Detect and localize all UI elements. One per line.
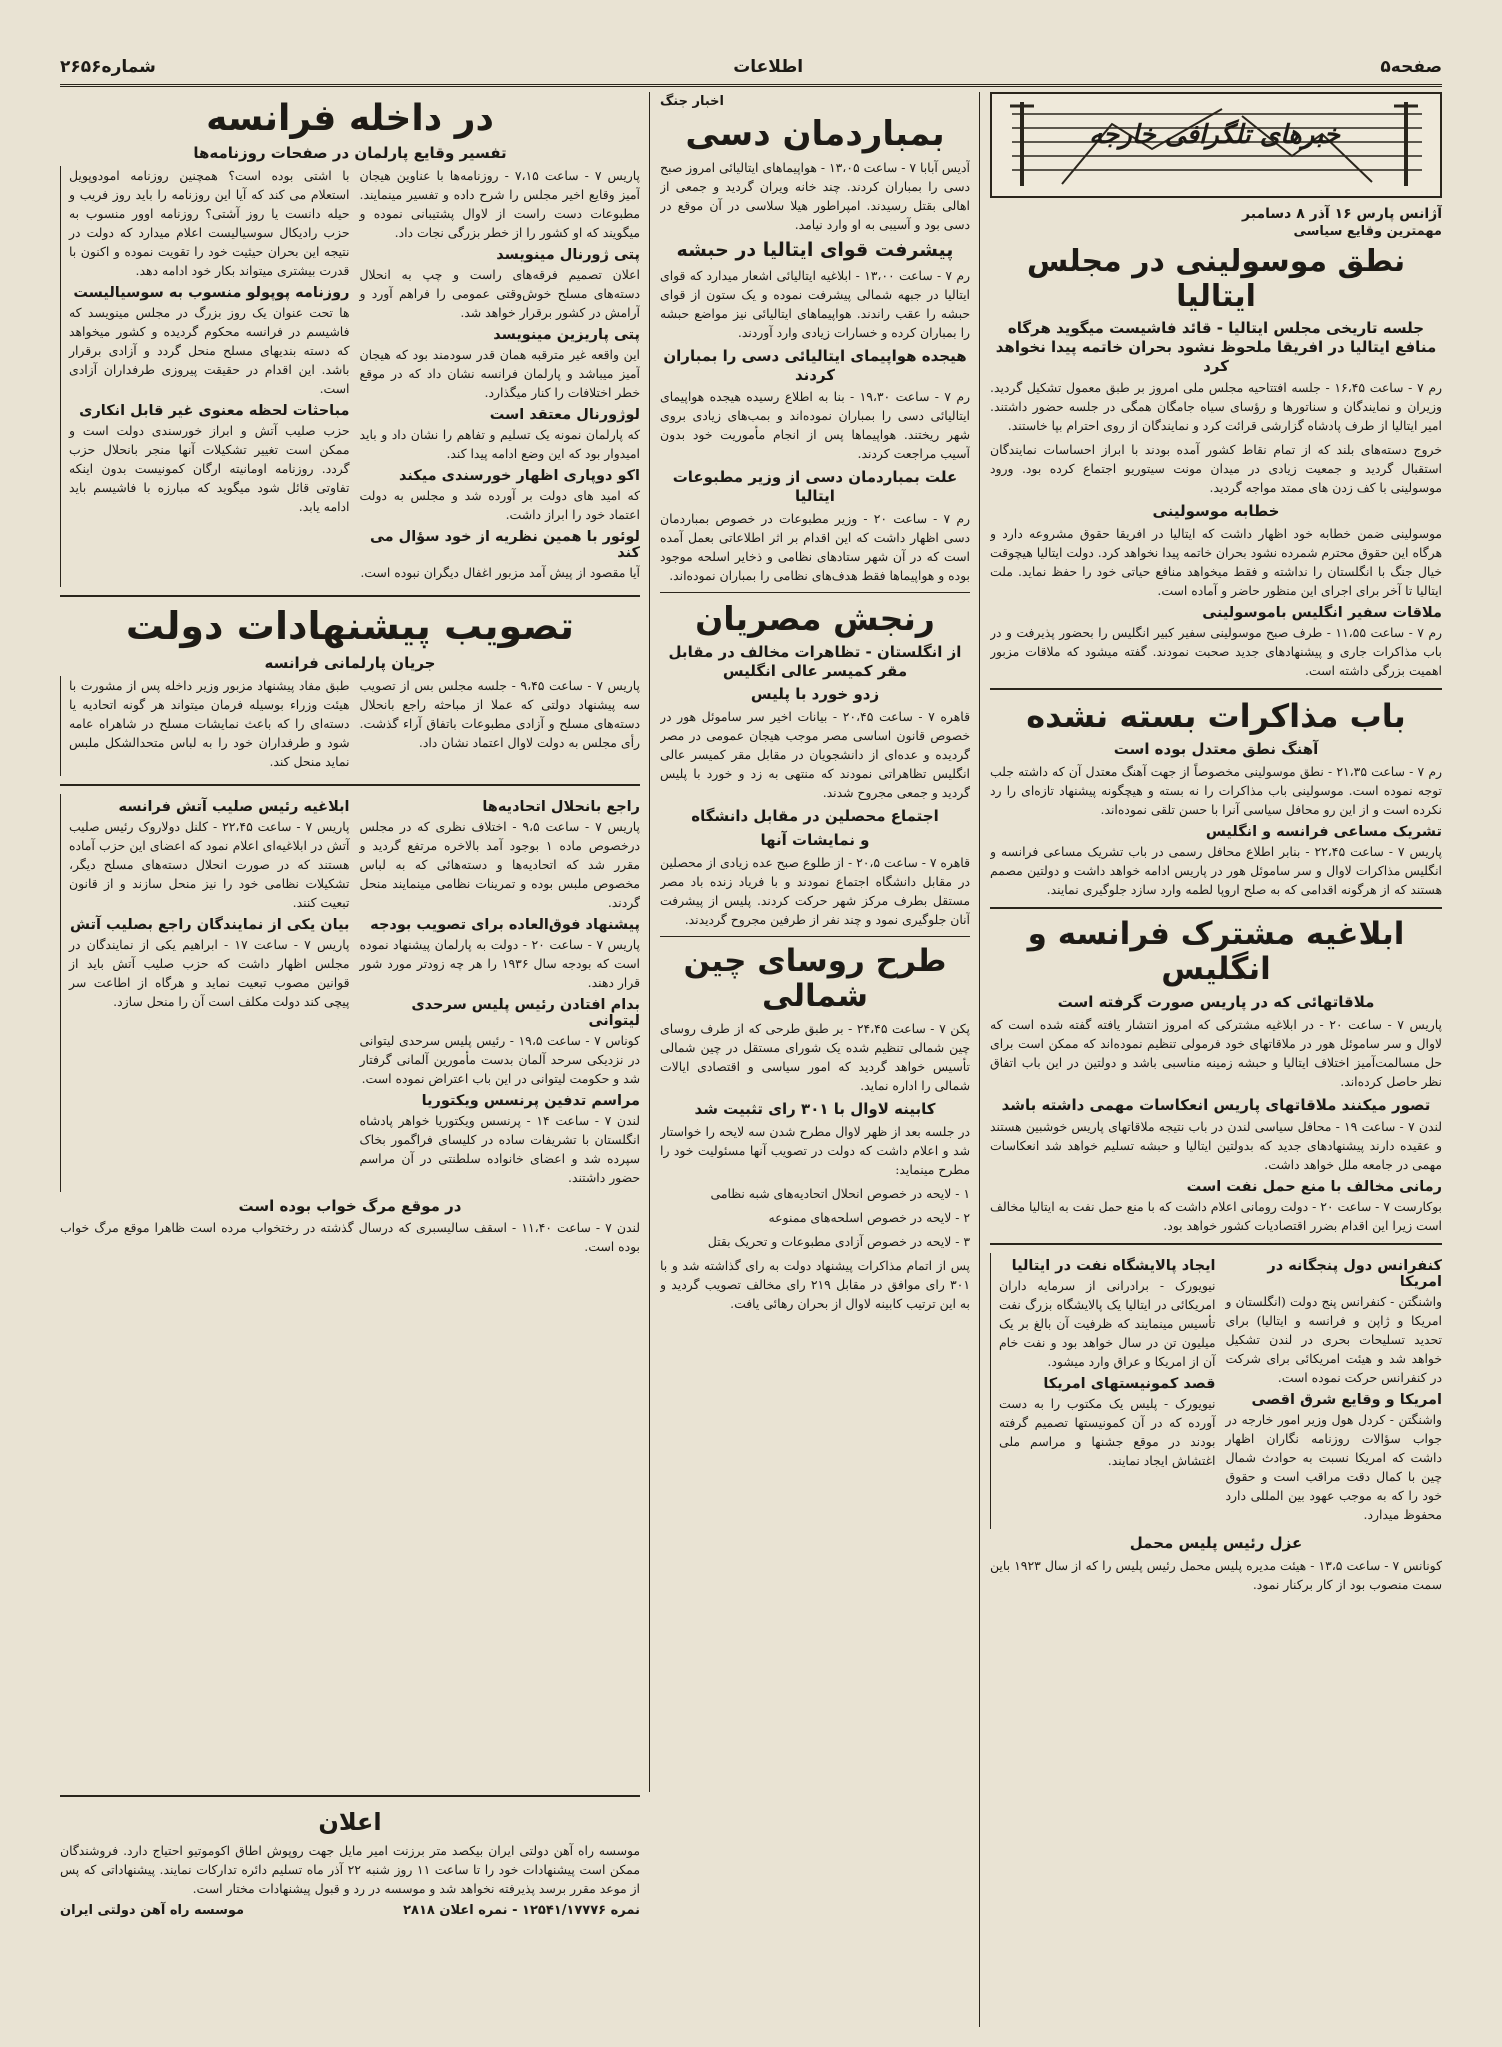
headline: علت بمباردمان دسی از وزیر مطبوعات ایتالیا bbox=[672, 468, 958, 506]
advertisement bbox=[60, 1795, 640, 1987]
headline: در داخله فرانسه bbox=[206, 98, 494, 139]
divider bbox=[660, 936, 970, 937]
paragraph: واشنگتن - کنفرانس پنج دولت (انگلستان و امریکا و ژاپن و فرانسه و ایتالیا) برای تحدید تسلیحات بحری در لندن تشکیل خواهد شد و هیئت امریکائی برای شرکت در کنفرانس حرکت نموده است. bbox=[1225, 1294, 1442, 1386]
two-column-block bbox=[60, 676, 640, 776]
headline: باب مذاکرات بسته نشده bbox=[1026, 697, 1406, 735]
subhead: کنفرانس دول پنجگانه در امریکا bbox=[1267, 1258, 1442, 1291]
paragraph: کونانس ۷ - ساعت ۱۳،۵ - هیئت مدیره پلیس محمل رئیس پلیس را که از سال ۱۹۲۳ باین سمت منصوب بود از کار برکنار نمود. bbox=[990, 1558, 1442, 1593]
subhead: رمانی مخالف با منع حمل نفت است bbox=[1186, 1179, 1442, 1196]
deck: ملاقاتهائی که در پاریس صورت گرفته است bbox=[1057, 992, 1375, 1011]
war-news-column bbox=[660, 92, 970, 2027]
subhead: پتی ژورنال مینویسد bbox=[496, 247, 640, 264]
paper-name: اطلاعات bbox=[733, 57, 804, 77]
paragraph: آدیس آبابا ۷ - ساعت ۱۳،۰۵ - هواپیماهای ایتالیائی امروز صبح دسی را بمباران کردند. چند خانه ویران گردید و جمعی از اهالی بقتل رسیدند. امپراطور هیلا سلاسی در آن موقع در دسی بود و آسیبی به او وارد نیامد. bbox=[660, 160, 970, 233]
paragraph: پاریس ۷ - ساعت ۲۰ - در ابلاغیه مشترکی که امروز انتشار یافته گفته شده است که لاوال و سر ساموئل هور در ملاقاتهای خود فرمولی تنظیم نموده‌اند که ممکن است برای حل مسالمت‌آمیز اختلاف ایتالیا و حبشه زمینه مناسبی باشد و دولتین در این باب اتفاق نظر حاصل کرده‌اند. bbox=[990, 1016, 1442, 1089]
subhead: لوئور با همین نظریه از خود سؤال می کند bbox=[369, 529, 640, 562]
paragraph: رم ۷ - ساعت ۱۶،۴۵ - جلسه افتتاحیه مجلس ملی امروز بر طبق معمول تشکیل گردید. وزیران و نمایندگان و سناتورها و رؤسای سیاه جامگان همگی در جلسه حضور داشتند. امیر ایتالیا از طرف پادشاه گزارشی قرائت کرد و نمایندگان از روی احترام بپا خاستند. bbox=[990, 380, 1442, 434]
section-label: مهمترین وقایع سیاسی bbox=[1293, 224, 1442, 239]
news-brief bbox=[990, 1253, 1216, 1529]
two-column-block bbox=[990, 1253, 1442, 1529]
paragraph: پاریس ۷ - ساعت ۲۲،۴۵ - کلنل دولاروک رئیس صلیب آتش در ابلاغیه‌ای اعلام نمود که اعضای این حزب آماده هستند که در صورت انحلال دسته‌های مسلح دیگر، تشکیلات نظامی خود را نیز منحل سازند و از قانون تبعیت کنند. bbox=[69, 818, 350, 910]
ad-reference: نمره ۱۲۵۴۱/۱۷۷۷۶ - نمره اعلان ۲۸۱۸ bbox=[403, 1902, 640, 1918]
paragraph: رم ۷ - ساعت ۱۳،۰۰ - ابلاغیه ایتالیائی اشعار میدارد که قوای ایتالیا در جبهه شمالی پیشرفت نموده و یک ستون از قوای حبشه را عقب راندند. هواپیماهای ایتالیائی نیز مواضع حبشه را بمباران کرده و خسارات زیادی وارد آوردند. bbox=[660, 267, 970, 340]
paragraph: خروج دسته‌های بلند که از تمام نقاط کشور آمده بودند با ابراز احساسات نمایندگان استقبال گردید و جمعیت زیادی در میدان مونت سیتوریو اجتماع کرده بود. ورود موسولینی با کف زدن های ممتد مواجه گردید. bbox=[990, 442, 1442, 496]
paragraph: آیا مقصود از پیش آمد مزبور اغفال دیگران نبوده است. bbox=[360, 565, 640, 581]
text-column bbox=[360, 676, 641, 776]
paragraph: کوناس ۷ - ساعت ۱۹،۵ - رئیس پلیس سرحدی لیتوانی در نزدیکی سرحد آلمان بدست مأمورین آلمانی گرفتار شد و حکومت لیتوانی در این باب اعتراض نموده است. bbox=[359, 1032, 640, 1086]
domestic-france-column bbox=[60, 92, 640, 1785]
paragraph: پاریس ۷ - ساعت ۷،۱۵ - روزنامه‌ها با عناوین هیجان آمیز وقایع اخیر مجلس را شرح داده و تفسیر مینمایند. مطبوعات دست راست از لاوال پشتیبانی نموده و میگویند که او کشور را از خطر بزرگی نجات داد. bbox=[359, 168, 640, 241]
subhead: اکو دوپاری اظهار خورسندی میکند bbox=[398, 468, 640, 485]
subhead: بیان یکی از نمایندگان راجع بصلیب آتش bbox=[70, 916, 350, 933]
subhead: مباحثات لحظه معنوی غیر قابل انکاری bbox=[79, 403, 350, 420]
paragraph: لندن ۷ - ساعت ۱۹ - محافل سیاسی لندن در باب نتیجه ملاقاتهای پاریس خوشبین هستند و عقیده دارند پیشنهادهای جدید که بدولتین ایتالیا و حبشه تسلیم خواهد شد انعکاسات مهمی در جامعه ملل خواهد داشت. bbox=[990, 1119, 1442, 1173]
paragraph: که پارلمان نمونه یک تسلیم و تفاهم را نشان داد و باید امیدوار بود که این وضع ادامه پیدا کند. bbox=[359, 427, 640, 462]
foreign-news-column bbox=[990, 92, 1442, 1987]
dateline bbox=[990, 206, 1442, 222]
deck: تفسیر وقایع پارلمان در صفحات روزنامه‌ها bbox=[193, 144, 507, 163]
headline: تصویب پیشنهادات دولت bbox=[125, 604, 575, 649]
paragraph: پاریس ۷ - ساعت ۱۷ - ابراهیم یکی از نمایندگان در مجلس اظهار داشت که حزب صلیب آتش باید از قوانین مصوب تبعیت نماید و هرگاه از اطاعت سر پیچی کند دولت مکلف است آن را منحل سازد. bbox=[69, 936, 350, 1009]
paragraph: لندن ۷ - ساعت ۱۱،۴۰ - اسقف سالیسبری که درسال گذشته در رختخواب مرده است ظاهرا موقع مرگ خواب بوده است. bbox=[60, 1220, 640, 1255]
subhead: کابینه لاوال با ۳۰۱ رای تثبیت شد bbox=[694, 1099, 936, 1118]
column-rule bbox=[979, 92, 980, 2027]
subhead: ایجاد پالایشگاه نفت در ایتالیا bbox=[1011, 1258, 1216, 1275]
subhead: امریکا و وقایع شرق اقصی bbox=[1251, 1392, 1442, 1409]
ad-text: موسسه راه آهن دولتی ایران بیکصد متر برزنت امیر مایل جهت روپوش اطاق اکوموتیو احتیاج دارد. فروشندگان ممکن است پیشنهادات خود را تا ساعت ۱۱ روز شنبه ۲۲ آذر ماه تسلیم دائره تدارکات نمایند. پیشنهاداتی که پس از موعد مقرر برسد پذیرفته نخواهد شد و موسسه در رد و قبول پیشنهادات مختار است. bbox=[60, 1842, 640, 1896]
subhead: پتی پاریزین مینویسد bbox=[493, 327, 640, 344]
paragraph: این واقعه غیر مترقبه همان قدر سودمند بود که هیجان آمیز میباشد و پارلمان فرانسه نشان داد که در موقع خطر اختلافات را کنار میگذارد. bbox=[359, 347, 640, 401]
ad-organization: موسسه راه آهن دولتی ایران bbox=[60, 1902, 245, 1918]
paragraph: پاریس ۷ - ساعت ۲۲،۴۵ - بنابر اطلاع محافل رسمی در باب تشریک مساعی فرانسه و انگلیس مذاکرات لاوال و سر ساموئل هور در پاریس ادامه خواهد داشت و دولتین مصمم هستند که از هرگونه اقدامی که به صلح اروپا لطمه وارد سازد جلوگیری نمایند. bbox=[990, 843, 1442, 897]
subhead: ملاقات سفیر انگلیس باموسولینی bbox=[1202, 605, 1442, 621]
paragraph: واشنگتن - کردل هول وزیر امور خارجه در جواب سؤالات روزنامه نگاران اظهار داشت که امریکا نسبت به حوادث شمال چین با کمال دقت مراقب است و حقوق خود را که به موجب عهود بین المللی دارد محفوظ میدارد. bbox=[1225, 1412, 1442, 1523]
page-number: صفحه۵ bbox=[1380, 57, 1442, 77]
subhead: در موقع مرگ خواب بوده است bbox=[238, 1196, 462, 1215]
paragraph: اعلان تصمیم فرقه‌های راست و چپ به انحلال دسته‌های مسلح خوش‌وقتی عمومی را فراهم آورد و آرامش در کشور برقرار خواهد شد. bbox=[359, 267, 640, 321]
paragraph: بوکارست ۷ - ساعت ۲۰ - دولت رومانی اعلام داشت که با منع حمل نفت به ایتالیا مخالف است زیرا این اقدام بضرر اقتصادیات کشور خواهد بود. bbox=[990, 1199, 1442, 1234]
divider bbox=[660, 592, 970, 593]
masthead bbox=[60, 50, 1442, 87]
divider bbox=[990, 907, 1442, 909]
divider bbox=[990, 688, 1442, 690]
paragraph: قاهره ۷ - ساعت ۲۰،۴۵ - بیانات اخیر سر ساموئل هور در خصوص قانون اساسی مصر موجب هیجان عمومی در مصر گردیده و عده‌ای از دانشجویان در مقابل مقر کمیسر عالی انگلیس تظاهراتی نمودند که منتهی به زد و خورد با پلیس گردید و جمعی مجروح شدند. bbox=[660, 709, 970, 801]
subhead: راجع بانحلال اتحادیه‌ها bbox=[482, 798, 640, 815]
paragraph: موسولینی ضمن خطابه خود اظهار داشت که ایتالیا در افریقا حقوق مشروعه دارد و هرگاه این حقوق محترم شمرده نشود بحران خاتمه پیدا نخواهد کرد. دولت ایتالیا هیچوقت خیال جنگ با انگلستان را نداشته و فقط میخواهد منافع حیاتی خود را حفظ نماید. ملت ایتالیا تا آخر برای اجرای این منظور حاضر و آماده است. bbox=[990, 526, 1442, 598]
paragraph: نیویورک - برادرانی از سرمایه داران امریکائی در ایتالیا یک پالایشگاه بزرگ نفت تأسیس مینمایند که ظرفیت آن بالغ بر یک میلیون تن در سال خواهد بود و نفت خام آن از امریکا و عراق وارد میشود. bbox=[999, 1278, 1216, 1370]
two-column-block bbox=[60, 166, 640, 587]
subhead: عزل رئیس پلیس محمل bbox=[1129, 1534, 1303, 1553]
headline: پیشرفت قوای ایتالیا در حبشه bbox=[676, 239, 954, 262]
subhead: مراسم تدفین پرنسس ویکتوریا bbox=[421, 1092, 640, 1109]
subhead: تشریک مساعی فرانسه و انگلیس bbox=[1205, 823, 1442, 840]
ad-title: اعلان bbox=[318, 1808, 382, 1836]
paragraph: که امید های دولت بر آورده شد و مجلس به دولت اعتماد خود را ابراز داشت. bbox=[359, 488, 640, 523]
agency-line: آژانس پارس ۱۶ آذر ۸ دسامبر bbox=[1242, 206, 1442, 222]
divider bbox=[60, 595, 640, 597]
deck: جریان پارلمانی فرانسه bbox=[264, 653, 436, 672]
paragraph: رم ۷ - ساعت ۱۹،۳۰ - بنا به اطلاع رسیده هیجده هواپیمای ایتالیائی دسی را بمباران نموده‌اند و بمب‌های زیادی بروی شهر ریختند. هواپیماها پس از انجام مأموریت خود بدون آسیب مراجعت کردند. bbox=[660, 389, 970, 462]
paragraph: پس از اتمام مذاکرات پیشنهاد دولت به رای گذاشته شد و با ۳۰۱ رای موافق در مقابل ۲۱۹ رای مخالف تصویب گردید و به این ترتیب کابینه لاوال از بحران رهائی یافت. bbox=[660, 1257, 970, 1311]
paragraph: حزب صلیب آتش و ابراز خورسندی دولت است و ممکن است تغییر تشکیلات آنها منجر بانحلال حزب گردد. روزنامه اومانیته ارگان کمونیست بدون اینکه تفاوتی قائل شود میگوید که مبارزه با فاشیسم باید ادامه یابد. bbox=[69, 423, 350, 515]
headline: نطق موسولینی در مجلس ایتالیا bbox=[1026, 244, 1406, 314]
issue-number: شماره۲۶۵۶ bbox=[60, 57, 156, 77]
ad-footer bbox=[60, 1903, 640, 1918]
telegraph-logo bbox=[990, 92, 1442, 198]
text-column bbox=[60, 166, 350, 587]
subhead: ابلاغیه رئیس صلیب آتش فرانسه bbox=[118, 798, 350, 815]
text-column bbox=[360, 794, 641, 1192]
paragraph: در جلسه بعد از ظهر لاوال مطرح شدن سه لایحه را خواستار شد و اعلام داشت که دولت در تصویب آنها مسئولیت خود را مطرح مینماید: bbox=[660, 1123, 970, 1177]
list-item: ۲ - لایحه در خصوص اسلحه‌های ممنوعه bbox=[768, 1209, 970, 1225]
paragraph: رم ۷ - ساعت ۱۱،۵۵ - طرف صبح موسولینی سفیر کبیر انگلیس را بحضور پذیرفت و در باب مذاکرات جاری و پیشنهادهای جدید صحبت نمودند. گفته میشود که ملاقات مزبور اهمیت بزرگی داشته است. bbox=[990, 625, 1442, 678]
text-column bbox=[60, 676, 350, 776]
subhead: تصور میکنند ملاقاتهای پاریس انعکاسات مهمی داشته باشد bbox=[1001, 1095, 1431, 1114]
subhead: روزنامه پوپولو منسوب به سوسیالیست bbox=[73, 285, 350, 302]
text-column bbox=[60, 794, 350, 1192]
section-label: اخبار جنگ bbox=[660, 94, 725, 109]
list-item: ۱ - لایحه در خصوص انحلال اتحادیه‌های شبه نظامی bbox=[710, 1185, 970, 1201]
subhead: زدو خورد با پلیس bbox=[750, 685, 880, 704]
headline: هیجده هواپیمای ایتالیائی دسی را بمباران کردند bbox=[663, 346, 967, 384]
deck: آهنگ نطق معتدل بوده است bbox=[1113, 739, 1319, 758]
headline: ابلاغیه مشترک فرانسه و انگلیس bbox=[1027, 915, 1405, 988]
paragraph: قاهره ۷ - ساعت ۲۰،۵ - از طلوع صبح عده زیادی از محصلین در مقابل دانشگاه اجتماع نمودند و با فریاد زنده باد مصر مستقل بطرف مرکز شهر حرکت کردند. پلیس از پیشرفت آنان جلوگیری نمود و چند نفر از طرفین مجروح گردیدند. bbox=[660, 854, 970, 927]
paragraph: ها تحت عنوان یک روز بزرگ در مجلس مینویسد که فاشیسم در فرانسه محکوم گردیده و کشور میخواهد که دسته بندیهای مسلح منحل گردد و آزادی برقرار باشد. این اقدام در حقیقت پیروزی طرفداران آزادی است. bbox=[69, 305, 350, 397]
deck: جلسه تاریخی مجلس ایتالیا - قائد فاشیست میگوید هرگاه منافع ایتالیا در افریقا ملحوظ نشود بحران خاتمه پیدا نخواهد کرد bbox=[995, 319, 1437, 375]
two-column-block bbox=[60, 794, 640, 1192]
divider bbox=[60, 784, 640, 786]
subhead: لوژورنال معتقد است bbox=[489, 407, 640, 424]
deck: از انگلستان - تظاهرات مخالف در مقابل مقر کمیسر عالی انگلیس bbox=[668, 642, 962, 680]
paragraph: رم ۷ - ساعت ۲۱،۳۵ - نطق موسولینی مخصوصاً از جهت آهنگ معتدل آن که داشته جلب توجه نموده است. موسولینی باب مذاکرات را نه بسته و هیچگونه پیشنهاد تازه‌ای را رد نکرده است و از این رو محافل سیاسی آنرا با حسن تلقی نموده‌اند. bbox=[990, 763, 1442, 817]
headline: رنجش مصریان bbox=[695, 598, 935, 638]
paragraph: طبق مفاد پیشنهاد مزبور وزیر داخله پس از مشورت با هیئت وزراء بوسیله فرمان میتواند هر گونه اتحادیه یا دسته‌ای را که باعث نمایشات مسلح در شاهراه عامه شود و طرفداران خود را به لباس متحدالشکل ملبس نماید منحل کند. bbox=[69, 677, 350, 769]
column-rule bbox=[649, 92, 650, 1792]
paragraph: نیویورک - پلیس یک مکتوب را به دست آورده که در آن کمونیستها تصمیم گرفته بودند در موقع جشنها و مراسم ملی اغتشاش ایجاد نمایند. bbox=[999, 1396, 1216, 1469]
text-column bbox=[360, 166, 641, 587]
subhead: اجتماع محصلین در مقابل دانشگاه bbox=[691, 807, 939, 826]
subhead: و نمایشات آنها bbox=[760, 830, 870, 849]
paragraph: پاریس ۷ - ساعت ۹،۵ - اختلاف نظری که در مجلس درخصوص ماده ۱ بوجود آمد بالاخره مرتفع گردید و مقرر شد که اتحادیه‌ها و دسته‌هائی که به لباس مخصوص ملبس بوده و تمرینات نظامی مینمایند منحل گردند. bbox=[359, 818, 640, 910]
paragraph: با اشتی بوده است؟ همچنین روزنامه امودوپویل استعلام می کند که آیا این روزنامه را باید روز فریب و حیله دانست یا روز آشتی؟ روزنامه اوور منسوب به حزب رادیکال سوسیالیست اعلام میدارد که دولت در نتیجه این بحران حیثیت خود را تقویت نموده و اکنون با قدرت بیشتری میتواند بکار خود ادامه دهد. bbox=[69, 168, 350, 279]
subhead: قصد کمونیستهای امریکا bbox=[1043, 1376, 1216, 1393]
paragraph: پاریس ۷ - ساعت ۲۰ - دولت به پارلمان پیشنهاد نموده است که بودجه سال ۱۹۳۶ را هر چه زودتر مورد شور قرار دهند. bbox=[359, 936, 640, 990]
news-brief bbox=[1226, 1253, 1443, 1529]
divider bbox=[990, 1243, 1442, 1245]
subhead: پیشنهاد فوق‌العاده برای تصویب بودجه bbox=[370, 916, 640, 933]
logo-title: خبرهای تلگرافی خارجه bbox=[1089, 120, 1340, 150]
headline: طرح روسای چین شمالی bbox=[683, 942, 947, 1015]
headline: بمباردمان دسی bbox=[685, 114, 945, 154]
list-item: ۳ - لایحه در خصوص آزادی مطبوعات و تحریک بقتل bbox=[707, 1233, 970, 1249]
paragraph: پکن ۷ - ساعت ۲۴،۴۵ - بر طبق طرحی که از طرف روسای چین شمالی تنظیم شده یک شورای مستقل در چین شمالی تأسیس خواهد گردید که امور سیاسی و اقتصادی ایالات شمالی را اداره نماید. bbox=[660, 1020, 970, 1093]
paragraph: پاریس ۷ - ساعت ۹،۴۵ - جلسه مجلس بس از تصویب سه پیشنهاد دولتی که عملا از مباحثه راجع بانحلال دسته‌های مسلح و آزادی مطبوعات باتفاق آراء گذشت. رأی مجلس به دولت لاوال اعتماد نشان داد. bbox=[359, 677, 640, 750]
subhead: خطابه موسولینی bbox=[1152, 502, 1280, 521]
paragraph: لندن ۷ - ساعت ۱۴ - پرنسس ویکتوریا خواهر پادشاه انگلستان با تشریفات ساده در کلیسای فراگمور بخاک سپرده شد و اعضای خانواده سلطنتی در آن مراسم حضور داشتند. bbox=[359, 1112, 640, 1185]
subhead: بدام افتادن رئیس پلیس سرحدی لیتوانی bbox=[411, 996, 640, 1029]
paragraph: رم ۷ - ساعت ۲۰ - وزیر مطبوعات در خصوص بمباردمان دسی اظهار داشت که این اقدام بر اثر اطلاعاتی بعمل آمده است که در آن شهر ستادهای نظامی و ذخایر اسلحه موجود بوده و هواپیماها فقط هدف‌های نظامی را بمباران نموده‌اند. bbox=[660, 510, 970, 583]
